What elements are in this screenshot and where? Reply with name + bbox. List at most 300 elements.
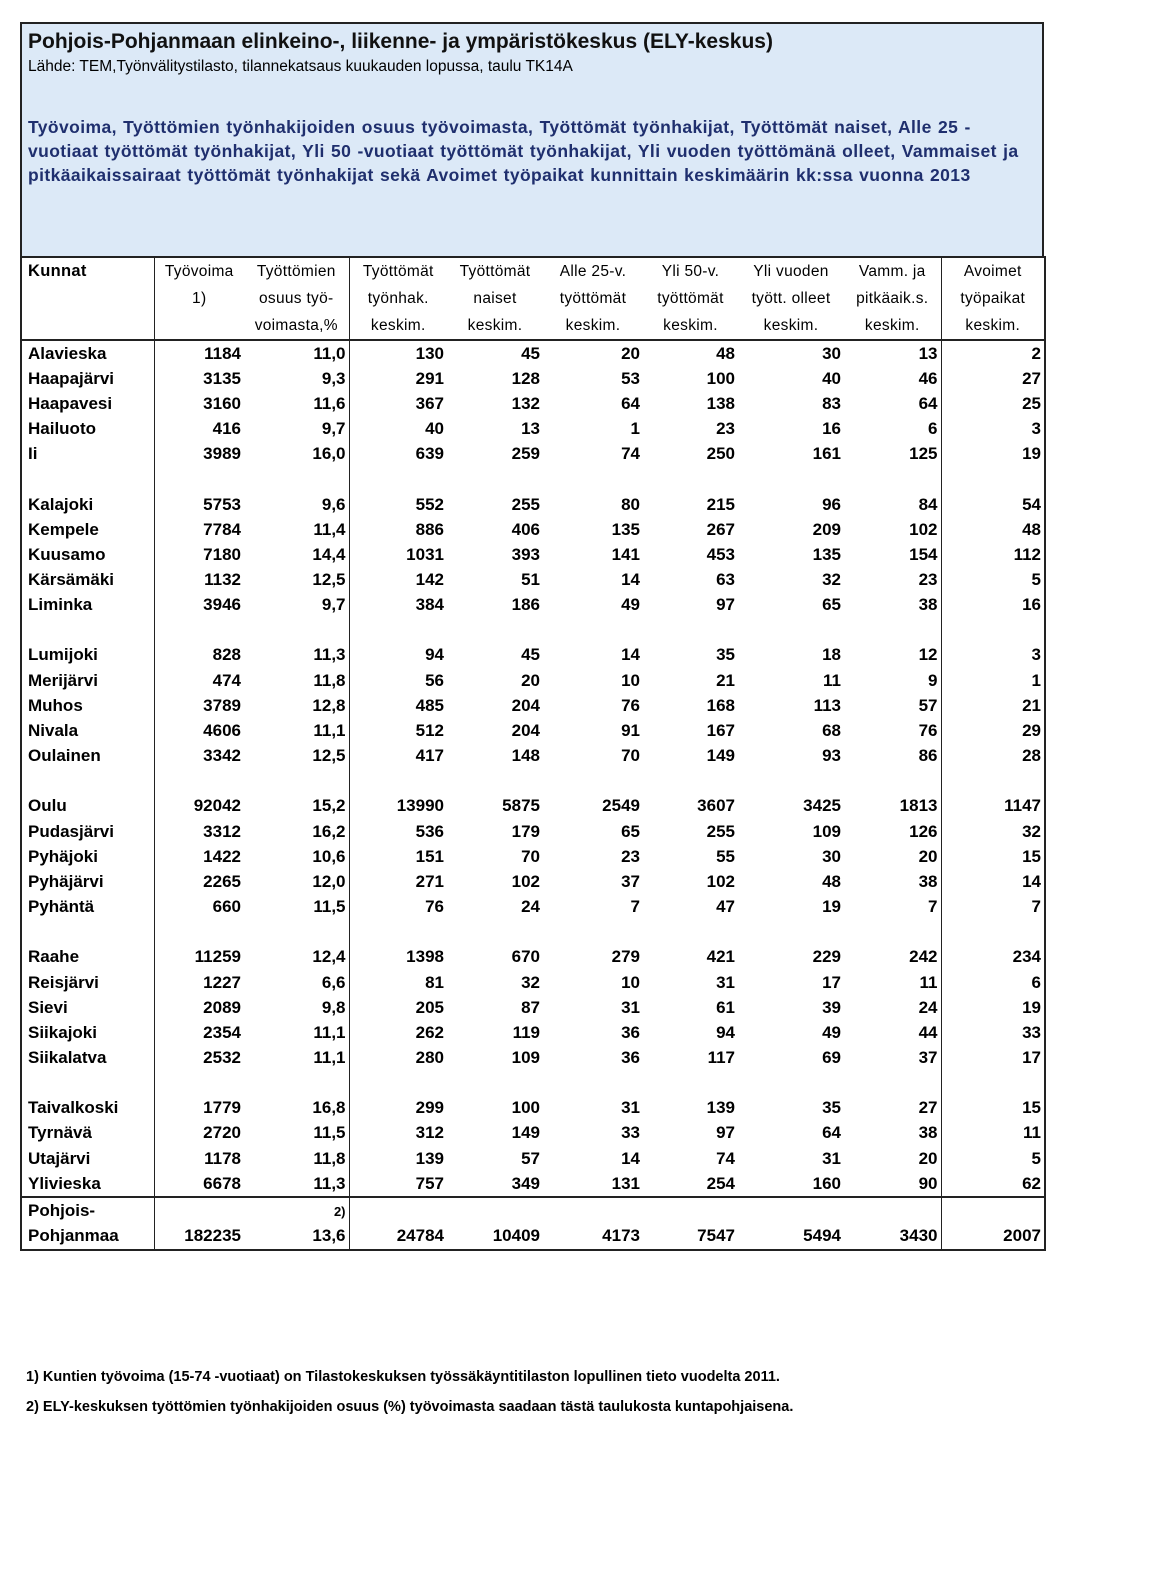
value-cell: 33: [941, 1020, 1045, 1045]
value-cell: 3: [941, 643, 1045, 668]
value-cell: 205: [415, 997, 444, 1017]
value-cell: 32: [822, 570, 841, 590]
value-cell: 18: [822, 645, 841, 665]
value-cell: 151: [415, 846, 444, 866]
value-cell: 7784: [203, 519, 241, 539]
municipality-name: Sievi: [21, 995, 154, 1020]
spacer-cell: [643, 618, 738, 643]
value-cell: 670: [511, 947, 540, 967]
total-value: 24784: [349, 1224, 447, 1250]
total-value: 182235: [154, 1224, 244, 1250]
total-value: 13,6: [244, 1224, 349, 1250]
value-cell: 3425: [803, 796, 841, 816]
spacer-cell: [154, 618, 244, 643]
value-cell: 142: [415, 570, 444, 590]
value-cell: 16: [941, 593, 1045, 618]
value-cell: 38: [844, 1121, 941, 1146]
spacer-cell: [349, 618, 447, 643]
value-cell: 80: [621, 494, 640, 514]
value-cell: 55: [716, 846, 735, 866]
municipality-name: Alavieska: [21, 340, 154, 366]
header-cell: [21, 312, 154, 340]
value-cell: 10: [621, 972, 640, 992]
value-cell: 2354: [203, 1022, 241, 1042]
municipality-name: Haapajärvi: [21, 366, 154, 391]
value-cell: 1178: [204, 1148, 241, 1168]
value-cell: 29: [941, 718, 1045, 743]
value-cell: 9,6: [244, 492, 349, 517]
value-cell: 1132: [204, 570, 241, 590]
value-cell: 23: [621, 846, 640, 866]
value-cell: 19: [941, 995, 1045, 1020]
spacer-cell: [349, 467, 447, 492]
spacer-cell: [844, 618, 941, 643]
spacer-cell: [543, 769, 643, 794]
value-cell: 86: [844, 744, 941, 769]
value-cell: 6,6: [244, 970, 349, 995]
value-cell: 19: [822, 897, 841, 917]
value-cell: 6: [941, 970, 1045, 995]
value-cell: 35: [822, 1098, 841, 1118]
value-cell: 149: [706, 746, 735, 766]
value-cell: 19: [941, 442, 1045, 467]
value-cell: 130: [415, 343, 444, 363]
header-cell: Vamm. ja: [844, 257, 941, 285]
value-cell: 1398: [406, 947, 444, 967]
value-cell: 149: [511, 1123, 540, 1143]
value-cell: 5875: [502, 796, 540, 816]
spacer-cell: [154, 1071, 244, 1096]
value-cell: 11259: [194, 947, 241, 967]
value-cell: 69: [822, 1048, 841, 1068]
value-cell: 3789: [203, 695, 241, 715]
municipality-name: Pyhäjoki: [21, 844, 154, 869]
value-cell: 24: [521, 897, 540, 917]
spacer-cell: [738, 920, 844, 945]
value-cell: 9: [844, 668, 941, 693]
value-cell: 100: [706, 368, 735, 388]
value-cell: 28: [941, 744, 1045, 769]
value-cell: 10,6: [244, 844, 349, 869]
value-cell: 279: [611, 947, 640, 967]
value-cell: 417: [415, 746, 444, 766]
value-cell: 474: [212, 670, 241, 690]
value-cell: 84: [844, 492, 941, 517]
spacer-cell: [643, 920, 738, 945]
value-cell: 132: [511, 393, 540, 413]
value-cell: 11,1: [244, 1046, 349, 1071]
value-cell: 11,4: [244, 517, 349, 542]
spacer-cell: [941, 618, 1045, 643]
value-cell: 12,5: [244, 744, 349, 769]
value-cell: 9,3: [244, 366, 349, 391]
municipality-name: Hailuoto: [21, 417, 154, 442]
header-cell: [154, 312, 244, 340]
total-value: 7547: [643, 1224, 738, 1250]
value-cell: 96: [822, 494, 841, 514]
value-cell: 271: [415, 871, 444, 891]
municipality-name: Muhos: [21, 693, 154, 718]
value-cell: 12,8: [244, 693, 349, 718]
total-row-label: [21, 1197, 1045, 1223]
spacer-cell: [21, 769, 154, 794]
value-cell: 11,3: [244, 643, 349, 668]
value-cell: 10: [621, 670, 640, 690]
total-name: Pohjanmaa: [21, 1224, 154, 1250]
value-cell: 9,7: [244, 593, 349, 618]
footnote-1: 1) Kuntien työvoima (15-74 -vuotiaat) on Tilastokeskuksen työssäkäyntitilaston lopullinen tieto vuodelta 2011.: [26, 1369, 780, 1385]
value-cell: 229: [812, 947, 841, 967]
spacer-cell: [244, 769, 349, 794]
empty-cell: [844, 1197, 941, 1223]
value-cell: 102: [511, 871, 540, 891]
spacer-cell: [349, 920, 447, 945]
value-cell: 102: [844, 517, 941, 542]
spacer-cell: [643, 769, 738, 794]
table-row: [21, 794, 1045, 819]
value-cell: 24: [844, 995, 941, 1020]
header-cell: työttömät: [657, 289, 724, 307]
spacer-cell: [643, 467, 738, 492]
value-cell: 32: [941, 819, 1045, 844]
header-cell: keskim.: [543, 312, 643, 340]
value-cell: 81: [425, 972, 444, 992]
value-cell: 3607: [697, 796, 735, 816]
value-cell: 3946: [203, 595, 241, 615]
municipality-name: Liminka: [21, 593, 154, 618]
spacer-cell: [738, 769, 844, 794]
empty-cell: [349, 1197, 447, 1223]
total-value: 10409: [447, 1224, 543, 1250]
value-cell: 65: [621, 821, 640, 841]
value-cell: 91: [621, 721, 640, 741]
value-cell: 1184: [204, 343, 241, 363]
value-cell: 485: [415, 695, 444, 715]
value-cell: 45: [521, 645, 540, 665]
value-cell: 13: [844, 340, 941, 366]
empty-cell: [543, 1197, 643, 1223]
value-cell: 13990: [396, 796, 444, 816]
municipality-name: Ylivieska: [21, 1171, 154, 1197]
value-cell: 23: [716, 419, 735, 439]
value-cell: 102: [706, 871, 735, 891]
table-row: [21, 366, 1045, 391]
value-cell: 393: [511, 544, 540, 564]
header-cell: Alle 25-v.: [543, 257, 643, 285]
value-cell: 168: [706, 695, 735, 715]
value-cell: 139: [706, 1098, 735, 1118]
value-cell: 11,8: [244, 668, 349, 693]
municipality-name: Pudasjärvi: [21, 819, 154, 844]
value-cell: 128: [511, 368, 540, 388]
value-cell: 262: [415, 1022, 444, 1042]
value-cell: 7180: [203, 544, 241, 564]
value-cell: 11,5: [244, 1121, 349, 1146]
value-cell: 141: [611, 544, 640, 564]
value-cell: 453: [706, 544, 735, 564]
value-cell: 14: [621, 570, 640, 590]
value-cell: 9,7: [244, 417, 349, 442]
header-cell: 1): [192, 289, 207, 307]
header-cell: Työvoima: [154, 257, 244, 285]
value-cell: 54: [941, 492, 1045, 517]
value-cell: 242: [844, 945, 941, 970]
value-cell: 32: [521, 972, 540, 992]
value-cell: 186: [511, 595, 540, 615]
table-row: [21, 668, 1045, 693]
value-cell: 291: [415, 368, 444, 388]
value-cell: 53: [621, 368, 640, 388]
value-cell: 21: [941, 693, 1045, 718]
value-cell: 31: [621, 997, 640, 1017]
spacer-cell: [349, 1071, 447, 1096]
value-cell: 74: [716, 1148, 735, 1168]
spacer-row: [21, 769, 1045, 794]
value-cell: 94: [425, 645, 444, 665]
value-cell: 160: [738, 1171, 844, 1197]
value-cell: 64: [822, 1123, 841, 1143]
value-cell: 21: [716, 670, 735, 690]
value-cell: 14: [621, 645, 640, 665]
header-cell: työpaikat: [941, 285, 1045, 312]
municipality-name: Merijärvi: [21, 668, 154, 693]
statistics-table: [20, 256, 1046, 1251]
value-cell: 76: [844, 718, 941, 743]
value-cell: 5: [941, 568, 1045, 593]
value-cell: 11: [823, 670, 841, 690]
value-cell: 660: [212, 897, 241, 917]
table-row: [21, 995, 1045, 1020]
value-cell: 1: [941, 668, 1045, 693]
value-cell: 64: [621, 393, 640, 413]
table-row: [21, 1146, 1045, 1171]
header-row: [21, 257, 1045, 285]
value-cell: 1813: [844, 794, 941, 819]
value-cell: 57: [521, 1148, 540, 1168]
value-cell: 11,0: [244, 340, 349, 366]
header-cell: työnhak.: [367, 289, 429, 307]
value-cell: 2089: [203, 997, 241, 1017]
value-cell: 259: [511, 444, 540, 464]
table-row: [21, 1046, 1045, 1071]
municipality-name: Reisjärvi: [21, 970, 154, 995]
value-cell: 215: [706, 494, 735, 514]
value-cell: 135: [812, 544, 841, 564]
municipality-name: Pyhäntä: [21, 895, 154, 920]
value-cell: 11,1: [244, 718, 349, 743]
table-row: [21, 819, 1045, 844]
value-cell: 12,0: [244, 869, 349, 894]
value-cell: 280: [415, 1048, 444, 1068]
value-cell: 209: [812, 519, 841, 539]
value-cell: 2532: [203, 1048, 241, 1068]
value-cell: 83: [822, 393, 841, 413]
header-cell: voimasta,%: [244, 312, 349, 340]
value-cell: 48: [941, 517, 1045, 542]
table-row: [21, 417, 1045, 442]
value-cell: 38: [844, 869, 941, 894]
value-cell: 31: [621, 1098, 640, 1118]
value-cell: 16,8: [244, 1096, 349, 1121]
header-cell: [21, 285, 154, 312]
value-cell: 757: [349, 1171, 447, 1197]
report-document: [20, 22, 1044, 1251]
value-cell: 3312: [203, 821, 241, 841]
report-source: Lähde: TEM,Työnvälitystilasto, tilannekatsaus kuukauden lopussa, taulu TK14A: [28, 58, 573, 75]
value-cell: 2549: [602, 796, 640, 816]
municipality-name: Ii: [21, 442, 154, 467]
value-cell: 512: [415, 721, 444, 741]
value-cell: 56: [425, 670, 444, 690]
value-cell: 11,1: [244, 1020, 349, 1045]
value-cell: 267: [706, 519, 735, 539]
header-cell: naiset: [473, 289, 517, 307]
total-name: Pohjois-: [21, 1197, 154, 1223]
spacer-cell: [244, 1071, 349, 1096]
value-cell: 255: [706, 821, 735, 841]
value-cell: 40: [425, 419, 444, 439]
value-cell: 154: [844, 542, 941, 567]
value-cell: 97: [716, 595, 735, 615]
spacer-cell: [447, 618, 543, 643]
header-cell: Yli 50-v.: [643, 257, 738, 285]
header-row: [21, 312, 1045, 340]
value-cell: 234: [941, 945, 1045, 970]
header-cell: Yli vuoden: [738, 257, 844, 285]
value-cell: 16: [822, 419, 841, 439]
header-cell: keskim.: [844, 312, 941, 340]
value-cell: 1227: [203, 972, 241, 992]
value-cell: 2720: [203, 1123, 241, 1143]
value-cell: 49: [621, 595, 640, 615]
value-cell: 5: [941, 1146, 1045, 1171]
spacer-cell: [844, 920, 941, 945]
municipality-name: Kempele: [21, 517, 154, 542]
value-cell: 30: [822, 343, 841, 363]
value-cell: 148: [511, 746, 540, 766]
value-cell: 109: [511, 1048, 540, 1068]
value-cell: 138: [706, 393, 735, 413]
empty-cell: [941, 1197, 1045, 1223]
report-description: Työvoima, Työttömien työnhakijoiden osuus työvoimasta, Työttömät työnhakijat, Työttömät naiset, Alle 25 -vuotiaat työttömät työnhakijat, Yli 50 -vuotiaat työttömät työnhakijat, Yli vuoden työttömänä olleet, Vammaiset ja pitkäaikaissairaat työttömät työnhakijat sekä Avoimet työpaikat kunnittain keskimäärin kk:ssa vuonna 2013: [28, 117, 1019, 185]
spacer-row: [21, 920, 1045, 945]
value-cell: 94: [716, 1022, 735, 1042]
value-cell: 250: [706, 444, 735, 464]
value-cell: 406: [511, 519, 540, 539]
value-cell: 45: [521, 343, 540, 363]
value-cell: 3: [941, 417, 1045, 442]
footnotes: [26, 1362, 793, 1422]
value-cell: 57: [844, 693, 941, 718]
value-cell: 11,6: [244, 391, 349, 416]
municipality-name: Kuusamo: [21, 542, 154, 567]
value-cell: 11,3: [244, 1171, 349, 1197]
value-cell: 31: [822, 1148, 841, 1168]
header-cell: osuus työ-: [244, 285, 349, 312]
value-cell: 161: [812, 444, 841, 464]
value-cell: 112: [941, 542, 1045, 567]
value-cell: 48: [716, 343, 735, 363]
spacer-cell: [349, 769, 447, 794]
spacer-cell: [543, 1071, 643, 1096]
spacer-cell: [244, 618, 349, 643]
spacer-cell: [447, 467, 543, 492]
value-cell: 39: [822, 997, 841, 1017]
total-value: 3430: [844, 1224, 941, 1250]
value-cell: 20: [844, 1146, 941, 1171]
value-cell: 1422: [203, 846, 241, 866]
table-row: [21, 1096, 1045, 1121]
value-cell: 27: [941, 366, 1045, 391]
value-cell: 11: [941, 1121, 1045, 1146]
empty-cell: [154, 1197, 244, 1223]
table-row: [21, 391, 1045, 416]
value-cell: 6678: [154, 1171, 244, 1197]
value-cell: 204: [511, 695, 540, 715]
value-cell: 16,2: [244, 819, 349, 844]
header-cell: keskim.: [738, 312, 844, 340]
value-cell: 61: [716, 997, 735, 1017]
value-cell: 109: [812, 821, 841, 841]
value-cell: 46: [844, 366, 941, 391]
municipality-name: Siikalatva: [21, 1046, 154, 1071]
value-cell: 65: [822, 595, 841, 615]
spacer-cell: [154, 467, 244, 492]
spacer-cell: [154, 920, 244, 945]
value-cell: 20: [621, 343, 640, 363]
header-cell: pitkäaik.s.: [844, 285, 941, 312]
table-row: [21, 442, 1045, 467]
value-cell: 35: [716, 645, 735, 665]
municipality-name: Lumijoki: [21, 643, 154, 668]
header-cell: Avoimet: [941, 257, 1045, 285]
municipality-name: Raahe: [21, 945, 154, 970]
header-row: [21, 285, 1045, 312]
table-row: [21, 340, 1045, 366]
total-value: 4173: [543, 1224, 643, 1250]
value-cell: 12,5: [244, 568, 349, 593]
value-cell: 36: [621, 1048, 640, 1068]
spacer-cell: [738, 467, 844, 492]
value-cell: 11,5: [244, 895, 349, 920]
value-cell: 2265: [203, 871, 241, 891]
value-cell: 20: [521, 670, 540, 690]
value-cell: 119: [512, 1022, 540, 1042]
value-cell: 1779: [203, 1098, 241, 1118]
table-row: [21, 517, 1045, 542]
municipality-name: Tyrnävä: [21, 1121, 154, 1146]
value-cell: 17: [822, 972, 841, 992]
value-cell: 254: [643, 1171, 738, 1197]
spacer-cell: [941, 769, 1045, 794]
value-cell: 11,8: [244, 1146, 349, 1171]
value-cell: 76: [425, 897, 444, 917]
table-row: [21, 895, 1045, 920]
value-cell: 48: [822, 871, 841, 891]
spacer-cell: [643, 1071, 738, 1096]
spacer-cell: [21, 920, 154, 945]
value-cell: 30: [822, 846, 841, 866]
table-row: [21, 744, 1045, 769]
spacer-cell: [244, 467, 349, 492]
municipality-name: Haapavesi: [21, 391, 154, 416]
table-row: [21, 945, 1045, 970]
value-cell: 70: [521, 846, 540, 866]
value-cell: 312: [415, 1123, 444, 1143]
municipality-name: Pyhäjärvi: [21, 869, 154, 894]
spacer-cell: [21, 467, 154, 492]
value-cell: 167: [706, 721, 735, 741]
